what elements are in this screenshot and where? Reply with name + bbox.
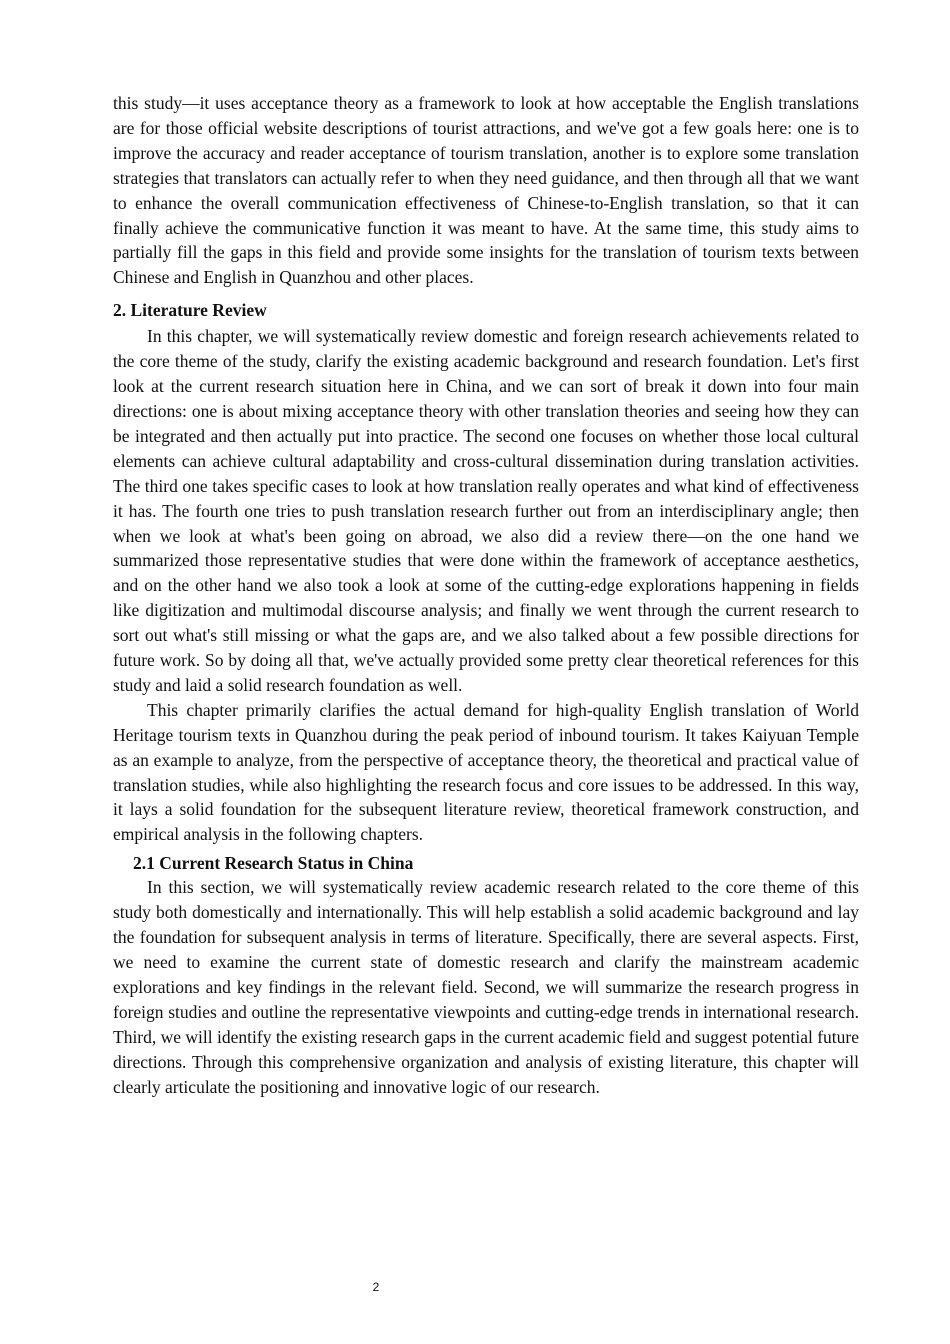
paragraph-research-status: In this section, we will systematically review academic research related to the core theme of this study both domestically and internationally. This will help establish a solid academic background and lay the foundation for subsequent analysis in terms of literature. Specifically, there are several aspects. First, we need to examine the current state of domestic research and clarify the mainstream academic explorations and key findings in the relevant field. Second, we will summarize the research progress in foreign studies and outline the representative viewpoints and cutting-edge trends in international research. Third, we will identify the existing research gaps in the current academic field and suggest potential future directions. Through this comprehensive organization and analysis of existing literature, this chapter will clearly articulate the positioning and innovative logic of our research. [113, 877, 859, 1097]
page-number: 2 [372, 1280, 380, 1294]
paragraph-literature-overview: In this chapter, we will systematically review domestic and foreign research achievements related to the core theme of the study, clarify the existing academic background and research foundation. Let's first look at the current research situation here in China, and we can sort of break it down into four main directions: one is about mixing acceptance theory with other translation theories and seeing how they can be integrated and then actually put into practice. The second one focuses on whether those local cultural elements can achieve cultural adaptability and cross-cultural dissemination during translation activities. The third one takes specific cases to look at how translation really operates and what kind of effectiveness it has. The fourth one tries to push translation research further out from an interdisciplinary angle; then when we look at what's been going on abroad, we also did a review there—on the one hand we summarized those representative studies that were done within the framework of acceptance aesthetics, and on the other hand we also took a look at some of the cutting-edge explorations happening in fields like digitization and multimodal discourse analysis; and finally we went through the current research to sort out what's still missing or what the gaps are, and we also talked about a few possible directions for future work. So by doing all that, we've actually provided some pretty clear theoretical references for this study and laid a solid research foundation as well. [113, 326, 859, 695]
document-page [113, 91, 859, 1099]
section-heading: 2. Literature Review [113, 300, 267, 321]
subsection-heading: 2.1 Current Research Status in China [133, 853, 414, 874]
paragraph-chapter-purpose: This chapter primarily clarifies the actual demand for high-quality English translation of World Heritage tourism texts in Quanzhou during the peak period of inbound tourism. It takes Kaiyuan Temple as an example to analyze, from the perspective of acceptance theory, the theoretical and practical value of translation studies, while also highlighting the research focus and core issues to be addressed. In this way, it lays a solid foundation for the subsequent literature review, theoretical framework construction, and empirical analysis in the following chapters. [113, 699, 859, 845]
intro-paragraph: this study—it uses acceptance theory as a framework to look at how acceptable the English translations are for those official website descriptions of tourist attractions, and we've got a few goals here: one is to improve the accuracy and reader acceptance of tourism translation, another is to explore some translation strategies that translators can actually refer to when they need guidance, and then through all that we want to enhance the overall communication effectiveness of Chinese-to-English translation, so that it can finally achieve the communicative function it was meant to have. At the same time, this study aims to partially fill the gaps in this field and provide some insights for the translation of tourism texts between Chinese and English in Quanzhou and other places. [113, 93, 859, 288]
